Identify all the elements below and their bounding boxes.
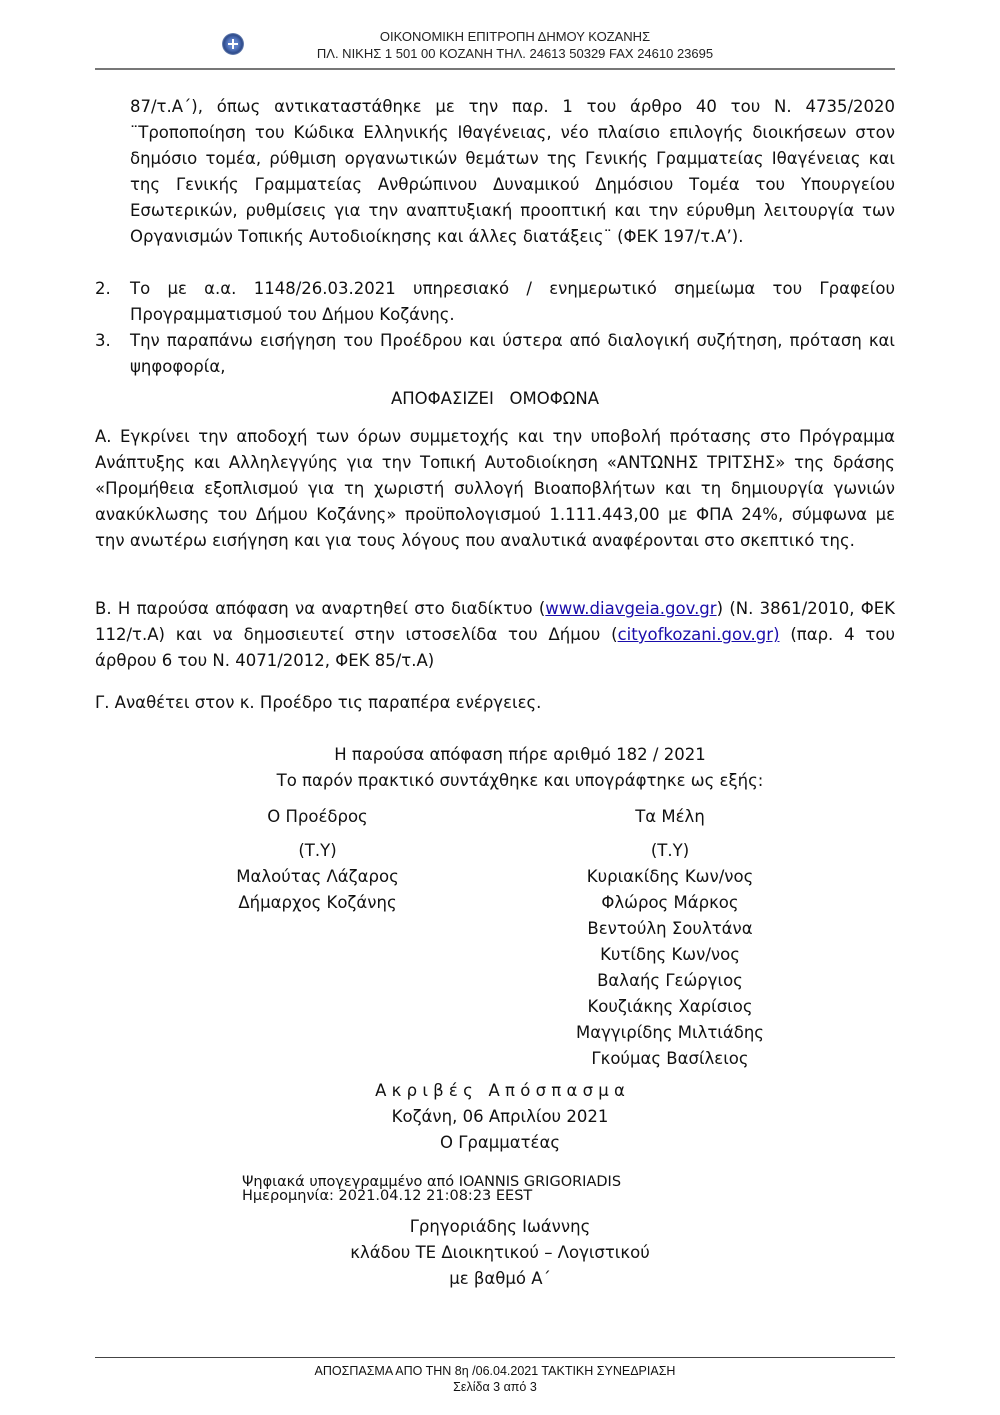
decision-b-text: (παρ. 4 του άρθρου 6 του Ν. 4071/2012, ΦΕΚ 85/τ.Α) [95, 625, 895, 670]
list-item-text: Την παραπάνω εισήγηση του Προέδρου και ύστερα από διαλογική συζήτηση, πρόταση και ψηφοφορία, [130, 331, 895, 376]
letterhead [95, 28, 895, 62]
members-block [540, 804, 800, 1072]
decision-heading: ΑΠΟΦΑΣΙΖΕΙ ΟΜΟΦΩΝΑ [390, 389, 599, 408]
decision-a: Α. Εγκρίνει την αποδοχή των όρων συμμετοχής και την υποβολή πρότασης στο Πρόγραμμα Ανάπτυξης και Αλληλεγγύης για την Τοπική Αυτοδιοίκηση «ΑΝΤΩΝΗΣ ΤΡΙΤΣΗΣ» της δράσης «Προμήθεια εξοπλισμού για τη χωριστή συλλογή Βιοαποβλήτων και τη δημιουργία γωνιών ανακύκλωσης του Δήμου Κοζάνης» προϋπολογισμού 1.111.443,00 με ΦΠΑ 24%, σύμφωνα με την ανωτέρω εισήγηση και για τους λόγους που αναλυτικά αναφέρονται στο σκεπτικό της. [95, 427, 895, 550]
diavgeia-link[interactable]: www.diavgeia.gov.gr [545, 599, 717, 618]
letterhead-title: ΟΙΚΟΝΟΜΙΚΗ ΕΠΙΤΡΟΠΗ ΔΗΜΟΥ ΚΟΖΑΝΗΣ [379, 29, 651, 44]
decision-b [95, 596, 895, 674]
list-item-text: Το με α.α. 1148/26.03.2021 υπηρεσιακό / ενημερωτικό σημείωμα του Γραφείου Προγραμματισμού του Δήμου Κοζάνης. [130, 279, 895, 324]
secretary-name: Γρηγοριάδης Ιωάννης [409, 1217, 591, 1236]
decision-b-text: ) (Ν. 3861/2010, ΦΕΚ 112/τ.Α) και να δημοσιευτεί στην ιστοσελίδα του Δήμου ( [95, 599, 895, 644]
members-signed: (Τ.Υ) [650, 841, 690, 860]
extract-block [200, 1078, 800, 1156]
member-name: Φλώρος Μάρκος [601, 893, 739, 912]
list-item [95, 328, 895, 380]
intro-paragraph: 87/τ.Α΄), όπως αντικαταστάθηκε με την παρ. 1 του άρθρο 40 του Ν. 4735/2020 ¨Τροποποίηση του Κώδικα Ελληνικής Ιθαγένειας, νέο πλαίσιο επιλογής διοικήσεων στον δημόσιο τομέα, ρύθμιση οργανωτικών θεμάτων της Γενικής Γραμματείας Ιθαγένειας και της Γενικής Γραμματείας Ανθρώπινου Δυναμικού Δημόσιου Τομέα του Υπουργείου Εσωτερικών, ρυθμίσεις για την αναπτυξιακή προοπτική και την εύρυθμη λειτουργία των Οργανισμών Τοπικής Αυτοδιοίκησης και άλλες διατάξεις¨ (ΦΕΚ 197/τ.Α’). [130, 97, 895, 246]
members-title: Τα Μέλη [635, 807, 705, 826]
letterhead-address: ΠΛ. ΝΙΚΗΣ 1 501 00 ΚΟΖΑΝΗ ΤΗΛ. 24613 50329 FAX 24610 23695 [316, 46, 714, 61]
secretary-block [200, 1214, 800, 1292]
extract-title: Α κ ρ ι β έ ς Α π ό σ π α σ μ α [375, 1081, 625, 1100]
minutes-statement: Το παρόν πρακτικό συντάχθηκε και υπογράφτηκε ως εξής: [276, 771, 764, 790]
president-role: Δήμαρχος Κοζάνης [238, 893, 397, 912]
extract-place-date: Κοζάνη, 06 Απριλίου 2021 [391, 1107, 609, 1126]
page-footer [95, 1363, 895, 1395]
list-item [95, 276, 895, 328]
decision-c: Γ. Αναθέτει στον κ. Προέδρο τις παραπέρα ενέργειες. [95, 693, 542, 712]
decision-number: Η παρούσα απόφαση πήρε αριθμό 182 / 2021 [334, 745, 706, 764]
digital-signature [242, 1175, 742, 1203]
president-name: Μαλούτας Λάζαρος [236, 867, 399, 886]
digital-signature-signer: Ψηφιακά υπογεγραμμένο από IOANNIS GRIGORIADIS [242, 1174, 622, 1190]
page-number: Σελίδα 3 από 3 [453, 1380, 537, 1394]
secretary-branch: κλάδου ΤΕ Διοικητικού – Λογιστικού [350, 1243, 650, 1262]
member-name: Μαγγιρίδης Μιλτιάδης [576, 1023, 764, 1042]
secretary-grade: με βαθμό Α΄ [449, 1269, 551, 1288]
member-name: Βαλαής Γεώργιος [597, 971, 743, 990]
member-name: Βεντούλη Σουλτάνα [587, 919, 753, 938]
president-block [200, 804, 435, 916]
footer-divider [95, 1357, 895, 1358]
president-title: Ο Προέδρος [267, 807, 368, 826]
footer-title: ΑΠΟΣΠΑΣΜΑ ΑΠΟ ΤΗΝ 8η /06.04.2021 ΤΑΚΤΙΚΗ ΣΥΝΕΔΡΙΑΣΗ [314, 1364, 676, 1378]
cityofkozani-link[interactable]: cityofkozani.gov.gr) [617, 625, 780, 644]
decision-b-text: Β. Η παρούσα απόφαση να αναρτηθεί στο διαδίκτυο ( [95, 599, 546, 618]
member-name: Κυριακίδης Κων/νος [586, 867, 754, 886]
header-divider [95, 68, 895, 70]
president-signed: (Τ.Υ) [298, 841, 337, 860]
secretary-title: Ο Γραμματέας [439, 1133, 561, 1152]
member-name: Κυτίδης Κων/νος [600, 945, 740, 964]
list-item-number: 2. [95, 279, 111, 298]
member-name: Κουζιάκης Χαρίσιος [587, 997, 753, 1016]
digital-signature-date: Ημερομηνία: 2021.04.12 21:08:23 EEST [242, 1188, 533, 1204]
list-item-number: 3. [95, 331, 111, 350]
member-name: Γκούμας Βασίλειος [591, 1049, 749, 1068]
